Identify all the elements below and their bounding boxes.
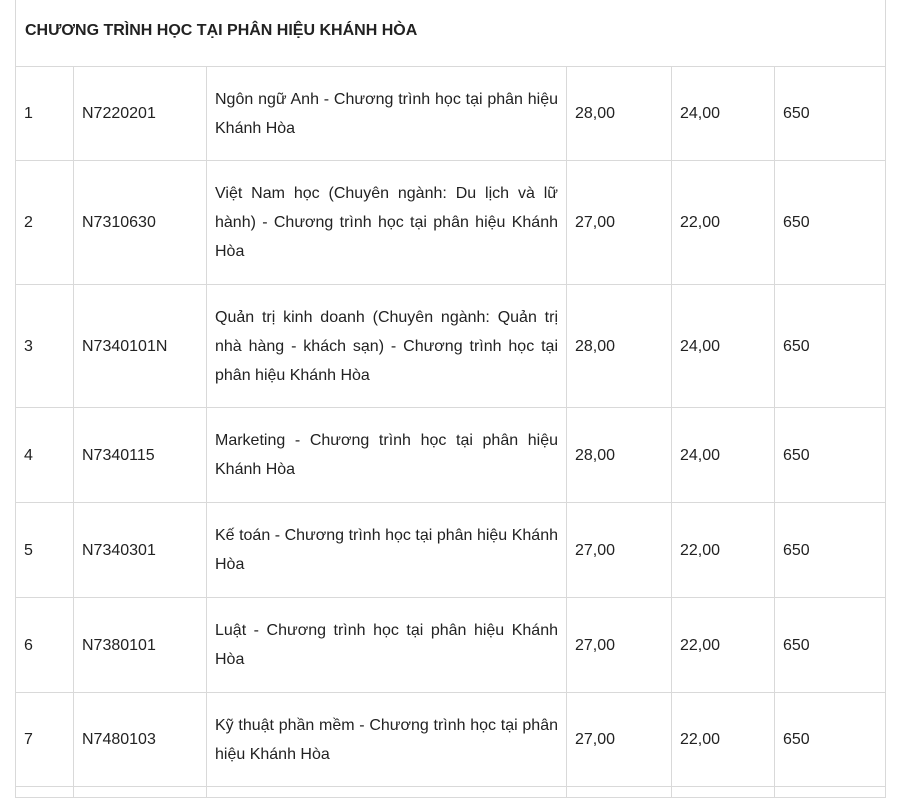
table-row <box>16 693 886 787</box>
score-1: 27,00 <box>567 693 672 787</box>
empty-cell <box>74 787 207 798</box>
row-number: 4 <box>16 408 74 503</box>
row-number: 3 <box>16 285 74 408</box>
score-1: 27,00 <box>567 161 672 285</box>
major-code: N7480103 <box>74 693 207 787</box>
score-1: 27,00 <box>567 598 672 693</box>
empty-cell <box>16 787 74 798</box>
major-name: Việt Nam học (Chuyên ngành: Du lịch và lữ hành) - Chương trình học tại phân hiệu Khánh Hòa <box>207 161 567 285</box>
major-code: N7340301 <box>74 503 207 598</box>
row-number: 5 <box>16 503 74 598</box>
major-code: N7310630 <box>74 161 207 285</box>
major-name: Marketing - Chương trình học tại phân hiệu Khánh Hòa <box>207 408 567 503</box>
major-name: Quản trị kinh doanh (Chuyên ngành: Quản trị nhà hàng - khách sạn) - Chương trình học tại phân hiệu Khánh Hòa <box>207 285 567 408</box>
score-3: 650 <box>775 693 886 787</box>
score-3: 650 <box>775 503 886 598</box>
table-row <box>16 161 886 285</box>
major-code: N7340115 <box>74 408 207 503</box>
table-row <box>16 598 886 693</box>
score-3: 650 <box>775 67 886 161</box>
major-code: N7340101N <box>74 285 207 408</box>
score-2: 24,00 <box>672 285 775 408</box>
empty-cell <box>207 787 567 798</box>
table-row <box>16 503 886 598</box>
major-name: Kế toán - Chương trình học tại phân hiệu Khánh Hòa <box>207 503 567 598</box>
score-2: 22,00 <box>672 598 775 693</box>
score-3: 650 <box>775 161 886 285</box>
section-title: CHƯƠNG TRÌNH HỌC TẠI PHÂN HIỆU KHÁNH HÒA <box>16 0 886 67</box>
score-1: 27,00 <box>567 503 672 598</box>
table-row <box>16 67 886 161</box>
empty-cell <box>567 787 672 798</box>
empty-cell <box>672 787 775 798</box>
table-body <box>16 0 886 798</box>
table-row <box>16 787 886 798</box>
score-1: 28,00 <box>567 285 672 408</box>
major-code: N7220201 <box>74 67 207 161</box>
score-2: 22,00 <box>672 693 775 787</box>
admission-table <box>15 0 886 798</box>
row-number: 6 <box>16 598 74 693</box>
row-number: 2 <box>16 161 74 285</box>
score-1: 28,00 <box>567 408 672 503</box>
score-3: 650 <box>775 285 886 408</box>
major-name: Luật - Chương trình học tại phân hiệu Khánh Hòa <box>207 598 567 693</box>
major-name: Ngôn ngữ Anh - Chương trình học tại phân hiệu Khánh Hòa <box>207 67 567 161</box>
row-number: 1 <box>16 67 74 161</box>
major-code: N7380101 <box>74 598 207 693</box>
section-header-row <box>16 0 886 67</box>
table-row <box>16 408 886 503</box>
score-2: 22,00 <box>672 161 775 285</box>
score-2: 24,00 <box>672 67 775 161</box>
score-2: 24,00 <box>672 408 775 503</box>
score-3: 650 <box>775 598 886 693</box>
score-3: 650 <box>775 408 886 503</box>
row-number: 7 <box>16 693 74 787</box>
table-row <box>16 285 886 408</box>
score-2: 22,00 <box>672 503 775 598</box>
empty-cell <box>775 787 886 798</box>
score-1: 28,00 <box>567 67 672 161</box>
major-name: Kỹ thuật phần mềm - Chương trình học tại phân hiệu Khánh Hòa <box>207 693 567 787</box>
